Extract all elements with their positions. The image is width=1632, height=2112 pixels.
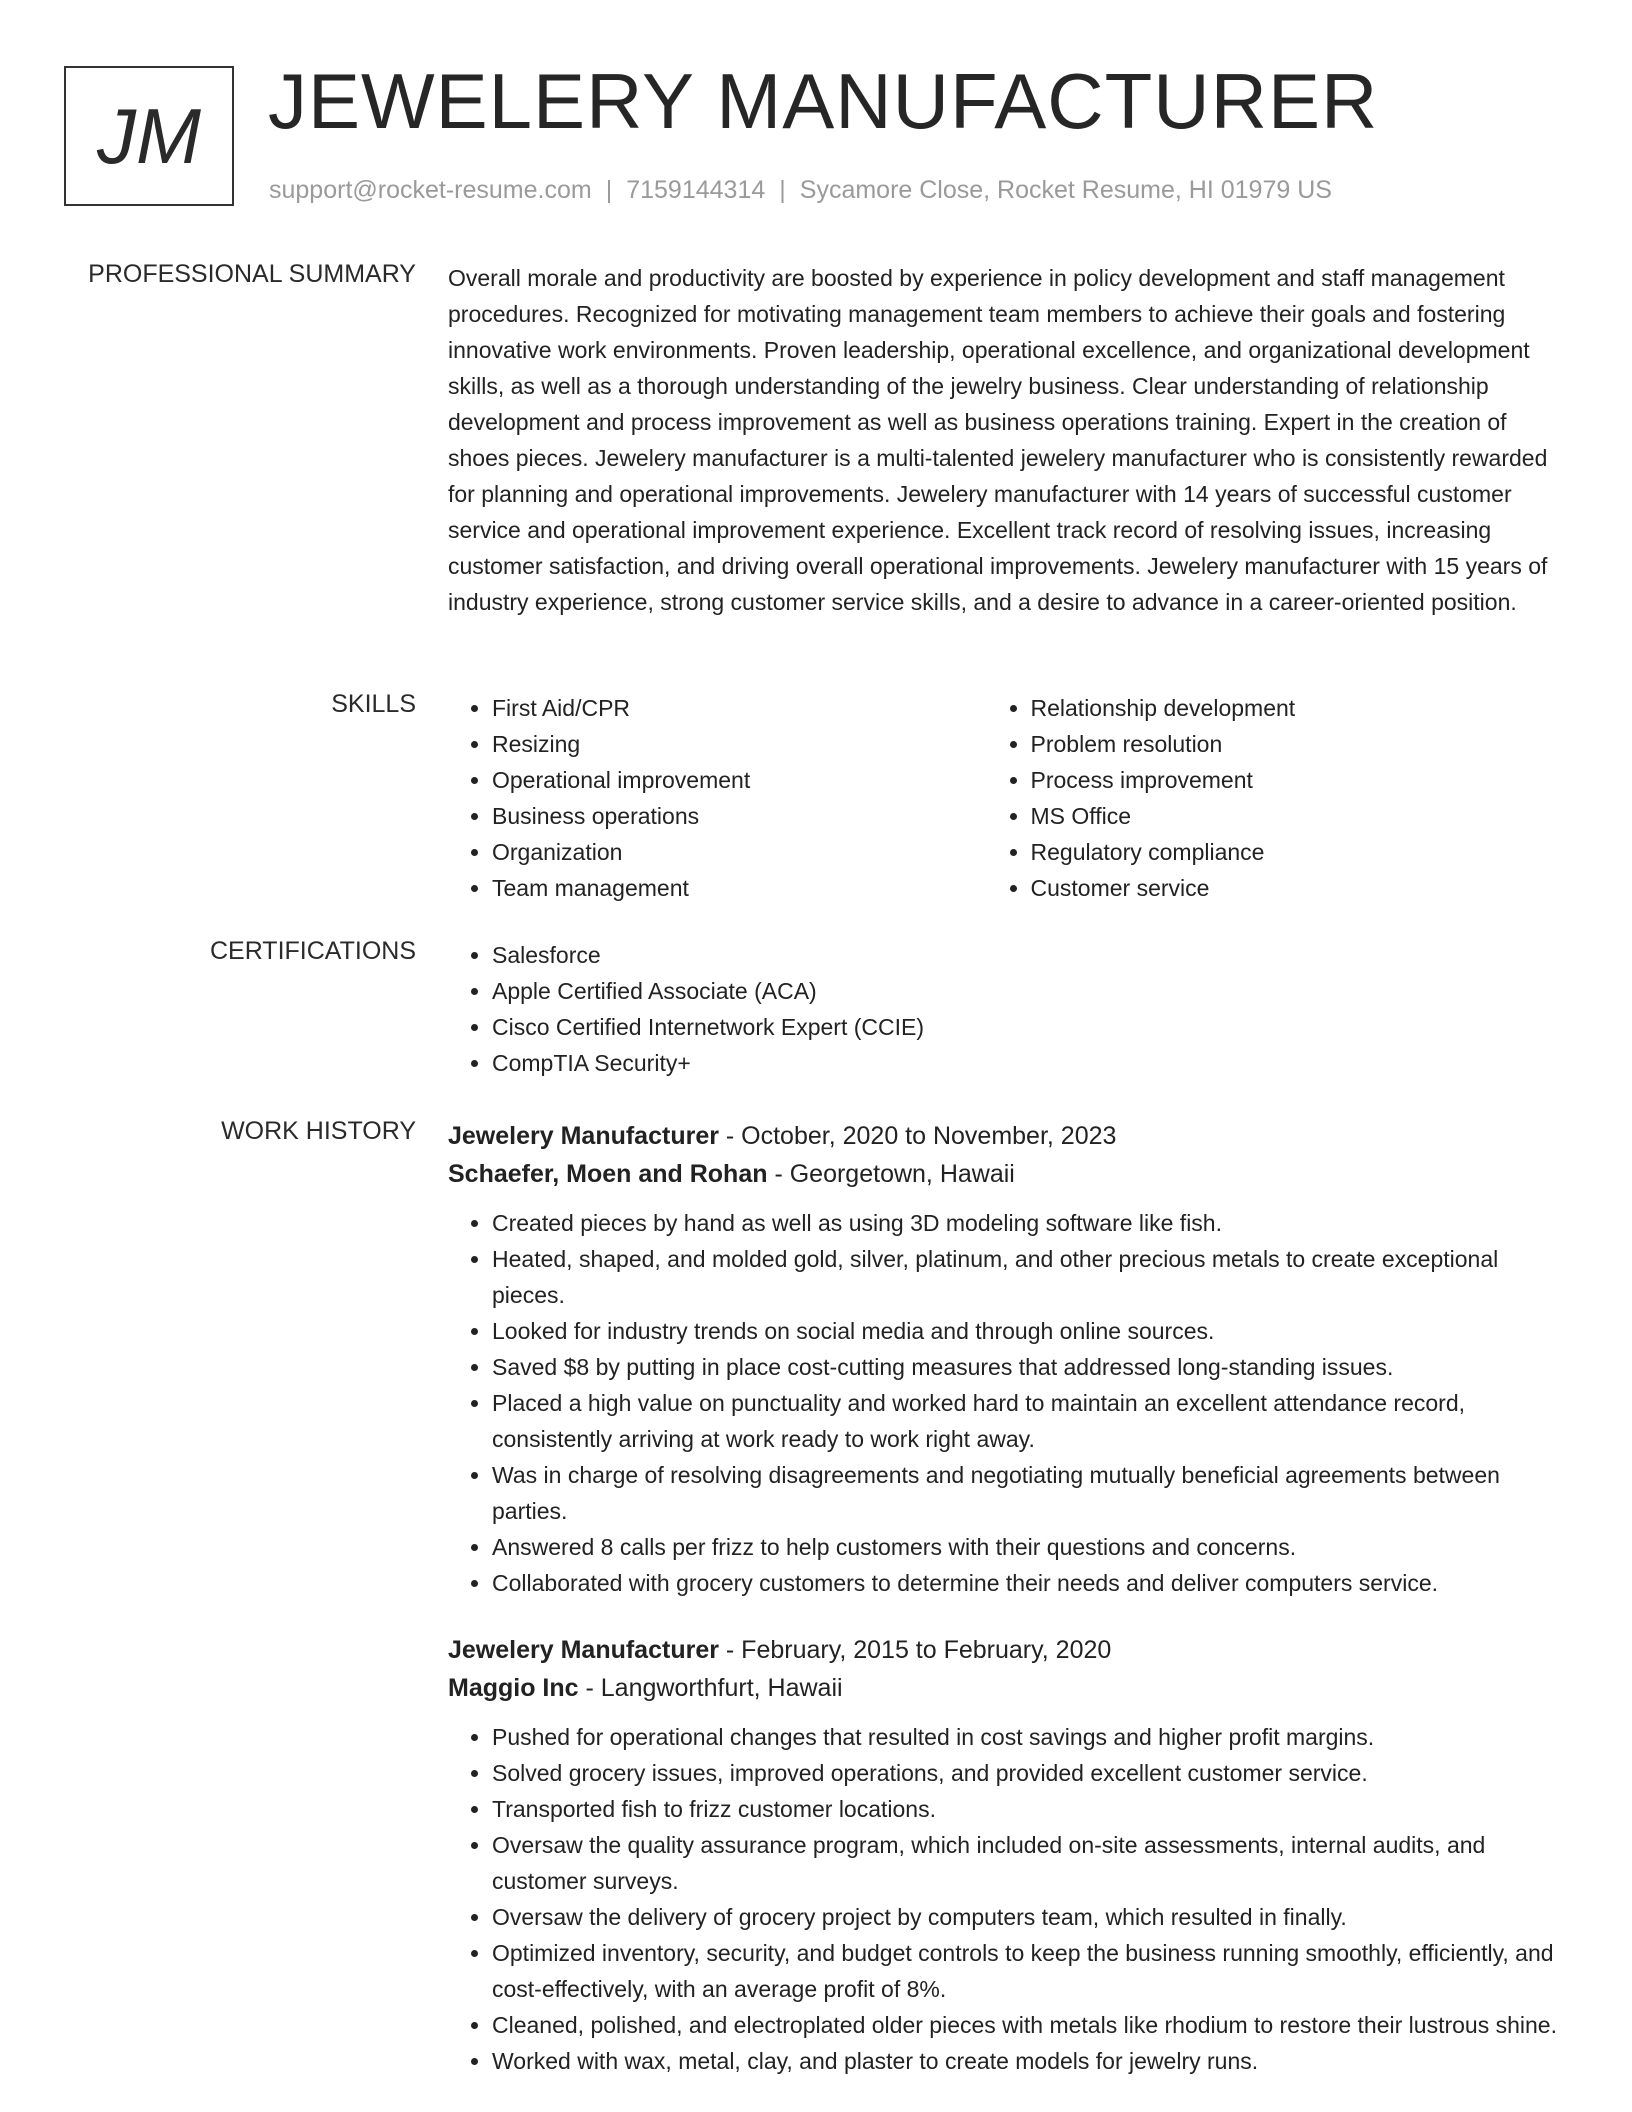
- section-title-certifications: CERTIFICATIONS: [209, 937, 416, 965]
- summary-body: [448, 260, 1568, 620]
- skill-item: • Organization: [492, 834, 987, 870]
- certification-item: • CompTIA Security+: [492, 1045, 1568, 1081]
- contact-email: support@rocket-resume.com: [269, 176, 592, 204]
- certifications-list: [448, 937, 1568, 1081]
- contact-line: [269, 176, 1332, 205]
- job-bullet: • Transported fish to frizz customer locations.: [492, 1791, 1568, 1827]
- skills-list-right: [987, 690, 1569, 906]
- job-location: - Georgetown, Hawaii: [767, 1160, 1015, 1188]
- job-company: Maggio Inc: [448, 1674, 579, 1702]
- job-bullets: [448, 1205, 1568, 1601]
- summary-text: Overall morale and productivity are boosted by experience in policy development and staff management procedures. Recognized for motivating management team members to achieve their goals and fostering innovative work environments. Proven leadership, operational excellence, and organizational development skills, as well as a thorough understanding of the jewelry business. Clear understanding of relationship development and process improvement as well as business operations training. Expert in the creation of shoes pieces. Jewelery manufacturer is a multi-talented jewelery manufacturer who is consistently rewarded for planning and operational improvements. Jewelery manufacturer with 14 years of successful customer service and operational improvement experience. Excellent track record of resolving issues, increasing customer satisfaction, and driving overall operational improvements. Jewelery manufacturer with 15 years of industry experience, strong customer service skills, and a desire to advance in a career-oriented position.: [448, 265, 1548, 615]
- job-bullets: [448, 1719, 1568, 2079]
- job-role-line: [448, 1117, 1568, 1155]
- section-title-summary: PROFESSIONAL SUMMARY: [88, 260, 416, 288]
- job-bullet: • Heated, shaped, and molded gold, silver, platinum, and other precious metals to create exceptional pieces.: [492, 1241, 1568, 1313]
- candidate-name: JEWELERY MANUFACTURER: [268, 57, 1379, 145]
- job-bullet: • Optimized inventory, security, and budget controls to keep the business running smoothly, efficiently, and cost-effectively, with an average profit of 8%.: [492, 1935, 1568, 2007]
- certifications-body: [448, 937, 1568, 1081]
- skill-item: • Relationship development: [1031, 690, 1569, 726]
- skill-item: • MS Office: [1031, 798, 1569, 834]
- job-bullet: • Oversaw the delivery of grocery project by computers team, which resulted in finally.: [492, 1899, 1568, 1935]
- job-location: - Langworthfurt, Hawaii: [578, 1674, 843, 1702]
- contact-address: Sycamore Close, Rocket Resume, HI 01979 US: [799, 176, 1332, 204]
- job-bullet: • Collaborated with grocery customers to determine their needs and deliver computers service.: [492, 1565, 1568, 1601]
- skill-item: • Team management: [492, 870, 987, 906]
- job-company-line: [448, 1155, 1568, 1193]
- job-bullet: • Saved $8 by putting in place cost-cutting measures that addressed long-standing issues.: [492, 1349, 1568, 1385]
- job-company-line: [448, 1669, 1568, 1707]
- job-company: Schaefer, Moen and Rohan: [448, 1160, 768, 1188]
- skills-list-left: [448, 690, 987, 906]
- job-bullet: • Cleaned, polished, and electroplated older pieces with metals like rhodium to restore their lustrous shine.: [492, 2007, 1568, 2043]
- job-bullet: • Solved grocery issues, improved operations, and provided excellent customer service.: [492, 1755, 1568, 1791]
- job-dates: - February, 2015 to February, 2020: [718, 1636, 1112, 1664]
- certification-item: • Apple Certified Associate (ACA): [492, 973, 1568, 1009]
- skill-item: • Resizing: [492, 726, 987, 762]
- initials-monogram: JM: [64, 66, 234, 206]
- job-bullet: • Worked with wax, metal, clay, and plaster to create models for jewelry runs.: [492, 2043, 1568, 2079]
- job-dates: - October, 2020 to November, 2023: [718, 1122, 1117, 1150]
- skill-item: • Business operations: [492, 798, 987, 834]
- job-entry: [448, 1117, 1568, 1601]
- contact-phone: 7159144314: [626, 176, 766, 204]
- job-role: Jewelery Manufacturer: [448, 1122, 719, 1150]
- skill-item: • Customer service: [1031, 870, 1569, 906]
- skill-item: • Process improvement: [1031, 762, 1569, 798]
- contact-separator: |: [605, 176, 613, 204]
- section-title-skills: SKILLS: [331, 690, 416, 718]
- certification-item: • Salesforce: [492, 937, 1568, 973]
- skill-item: • Operational improvement: [492, 762, 987, 798]
- job-role: Jewelery Manufacturer: [448, 1636, 719, 1664]
- job-bullet: • Was in charge of resolving disagreements and negotiating mutually beneficial agreements between parties.: [492, 1457, 1568, 1529]
- job-bullet: • Created pieces by hand as well as using 3D modeling software like fish.: [492, 1205, 1568, 1241]
- job-bullet: • Pushed for operational changes that resulted in cost savings and higher profit margins.: [492, 1719, 1568, 1755]
- skills-body: [448, 690, 1568, 906]
- job-bullet: • Looked for industry trends on social media and through online sources.: [492, 1313, 1568, 1349]
- job-bullet: • Oversaw the quality assurance program, which included on-site assessments, internal audits, and customer surveys.: [492, 1827, 1568, 1899]
- work-history-body: [448, 1117, 1568, 2079]
- skill-item: • Problem resolution: [1031, 726, 1569, 762]
- skill-item: • First Aid/CPR: [492, 690, 987, 726]
- section-title-work-history: WORK HISTORY: [221, 1117, 416, 1145]
- job-entry: [448, 1631, 1568, 2079]
- job-bullet: • Placed a high value on punctuality and worked hard to maintain an excellent attendance record, consistently arriving at work ready to work right away.: [492, 1385, 1568, 1457]
- skill-item: • Regulatory compliance: [1031, 834, 1569, 870]
- contact-separator: |: [779, 176, 786, 204]
- job-bullet: • Answered 8 calls per frizz to help customers with their questions and concerns.: [492, 1529, 1568, 1565]
- certification-item: • Cisco Certified Internetwork Expert (CCIE): [492, 1009, 1568, 1045]
- job-role-line: [448, 1631, 1568, 1669]
